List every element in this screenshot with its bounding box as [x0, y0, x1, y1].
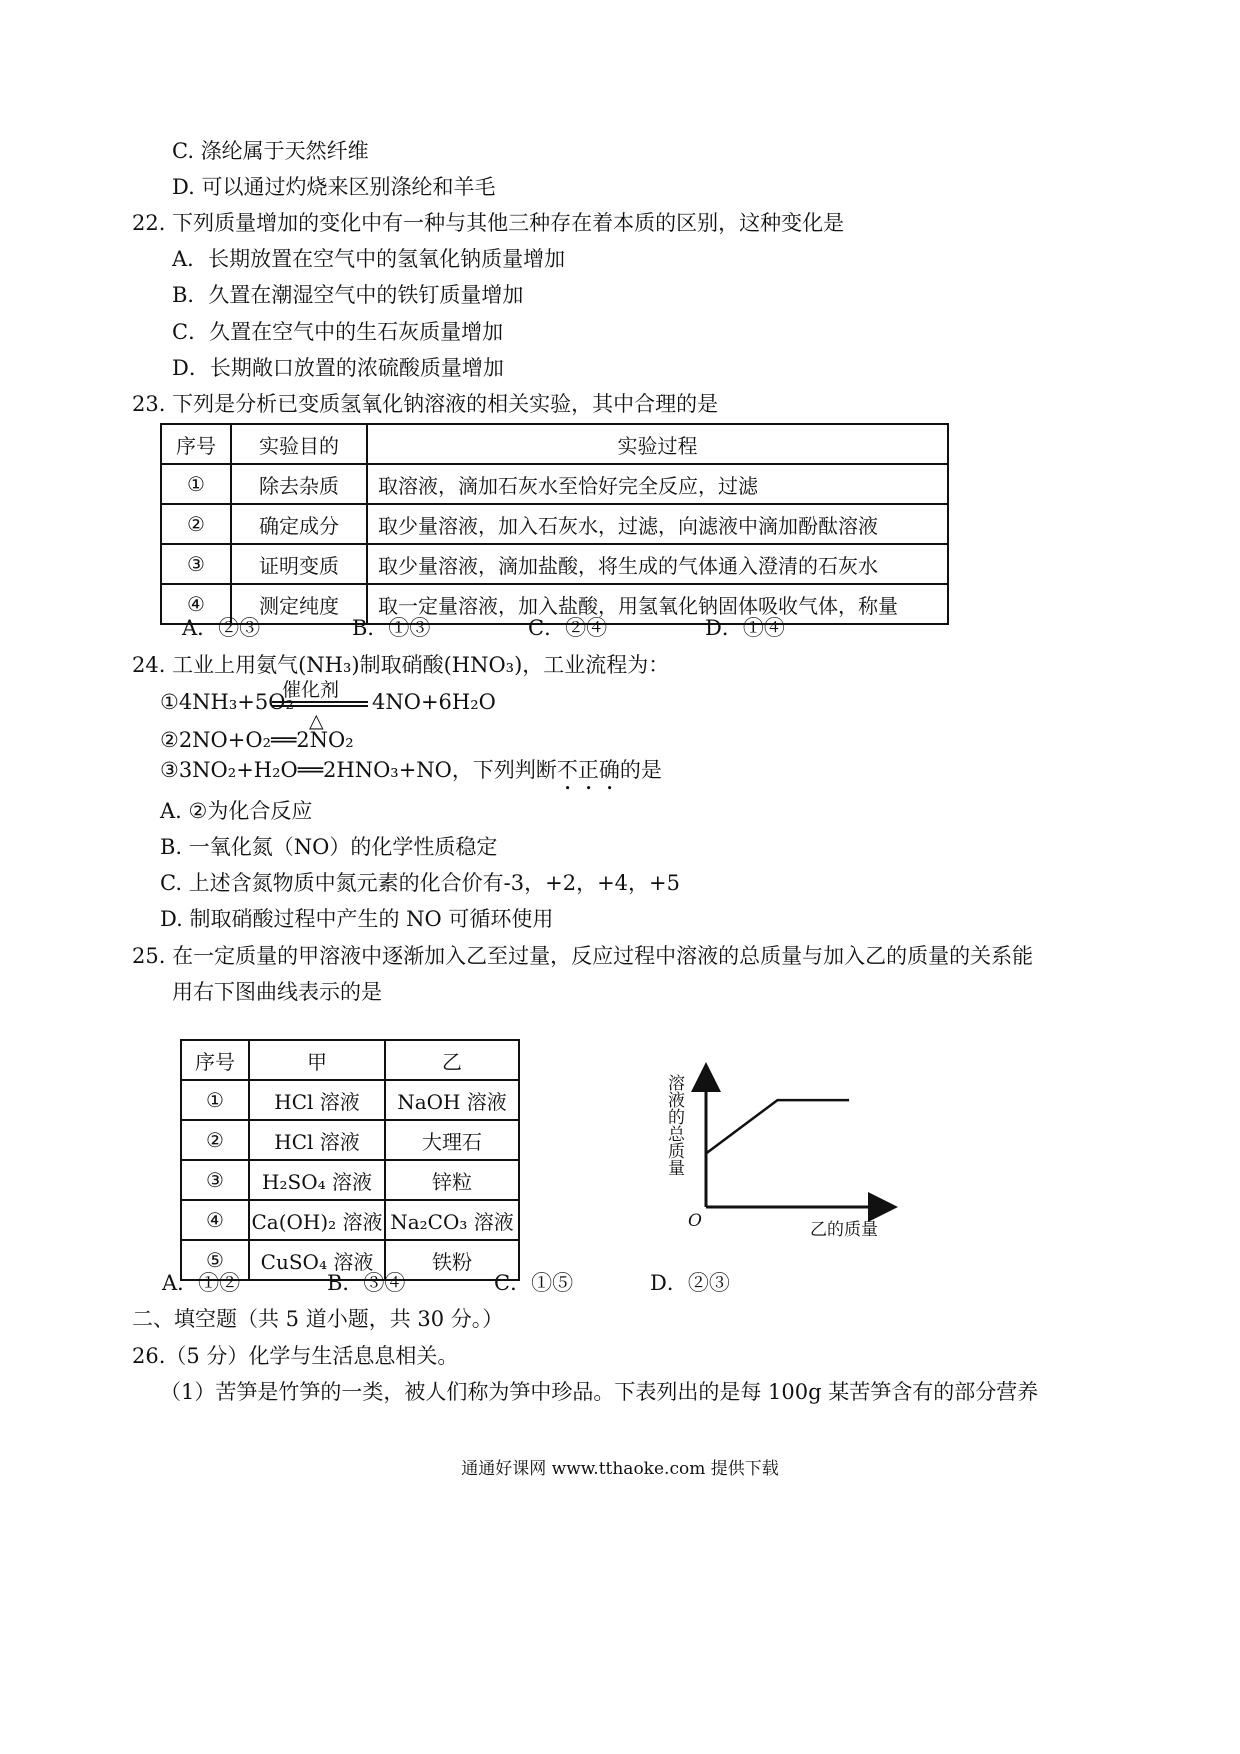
table-header-cell: 序号: [181, 1040, 249, 1080]
table-cell: 确定成分: [231, 504, 367, 544]
table-header-cell: 乙: [385, 1040, 519, 1080]
table-header-cell: 实验目的: [231, 424, 367, 464]
q25-stem-line1: 25. 在一定质量的甲溶液中逐渐加入乙至过量，反应过程中溶液的总质量与加入乙的质量的关系能: [132, 944, 1034, 968]
eq1-catalyst-label: 催化剂: [282, 679, 340, 701]
q23-option-d: D．①④: [705, 616, 785, 640]
q25-stem-line2: 用右下图曲线表示的是: [172, 980, 382, 1004]
eq3-emphasis: 不正确: [556, 758, 620, 782]
q22-stem: 22. 下列质量增加的变化中有一种与其他三种存在着本质的区别，这种变化是: [132, 211, 845, 235]
table-cell: ⑤: [181, 1240, 249, 1280]
table-row: [181, 1120, 519, 1160]
q23-option-b: B．①③: [352, 616, 431, 640]
eq1-right: 4NO+6H₂O: [372, 690, 496, 714]
table-cell: ③: [181, 1160, 249, 1200]
q22-option-a: A．长期放置在空气中的氢氧化钠质量增加: [172, 247, 566, 271]
table-cell: 取溶液，滴加石灰水至恰好完全反应，过滤: [367, 464, 948, 504]
table-row: [181, 1080, 519, 1120]
eq3-post: 的是: [619, 758, 662, 782]
table-row: [161, 504, 948, 544]
q24-option-d: D. 制取硝酸过程中产生的 NO 可循环使用: [160, 907, 554, 931]
table-cell: ③: [161, 544, 231, 584]
table-header-cell: 实验过程: [367, 424, 948, 464]
q25-graph: [660, 1060, 920, 1260]
table-row: [181, 1160, 519, 1200]
table-row: [161, 544, 948, 584]
q23-table: [160, 423, 949, 625]
table-cell: 测定纯度: [231, 584, 367, 624]
q24-option-c: C. 上述含氮物质中氮元素的化合价有-3，+2，+4，+5: [160, 871, 680, 895]
table-cell: 大理石: [385, 1120, 519, 1160]
table-cell: H₂SO₄ 溶液: [249, 1160, 385, 1200]
q21-option-c: C. 涤纶属于天然纤维: [172, 139, 369, 163]
table-cell: HCl 溶液: [249, 1080, 385, 1120]
table-cell: Ca(OH)₂ 溶液: [249, 1200, 385, 1240]
section-2-title: 二、填空题（共 5 道小题，共 30 分。）: [132, 1307, 504, 1331]
eq1-heat-symbol: △: [309, 710, 324, 732]
table-cell: Na₂CO₃ 溶液: [385, 1200, 519, 1240]
q24-stem: 24. 工业上用氨气(NH₃)制取硝酸(HNO₃)，工业流程为：: [132, 653, 670, 677]
q23-stem: 23. 下列是分析已变质氢氧化钠溶液的相关实验，其中合理的是: [132, 392, 719, 416]
q24-equation-3: [160, 756, 662, 795]
table-header-cell: 序号: [161, 424, 231, 464]
q23-option-a: A．②③: [182, 616, 261, 640]
table-cell: 铁粉: [385, 1240, 519, 1280]
table-cell: 证明变质: [231, 544, 367, 584]
origin-label: O: [688, 1211, 702, 1231]
table-cell: 锌粒: [385, 1160, 519, 1200]
table-cell: ④: [161, 584, 231, 624]
series-line: [706, 1100, 849, 1153]
q23-option-c: C．②④: [528, 616, 608, 640]
table-cell: CuSO₄ 溶液: [249, 1240, 385, 1280]
table-cell: NaOH 溶液: [385, 1080, 519, 1120]
table-row: [181, 1200, 519, 1240]
table-cell: ①: [181, 1080, 249, 1120]
eq1-equals-bar: [272, 701, 368, 703]
q22-option-c: C．久置在空气中的生石灰质量增加: [172, 320, 504, 344]
table-cell: 取一定量溶液，加入盐酸，用氢氧化钠固体吸收气体，称量: [367, 584, 948, 624]
q25-option-b: B．③④: [327, 1271, 406, 1295]
eq3-pre: ③3NO₂+H₂O══2HNO₃+NO，下列判断: [160, 758, 557, 782]
q25-table: [180, 1039, 520, 1281]
page-footer: 通通好课网 www.tthaoke.com 提供下载: [461, 1459, 779, 1479]
eq1-left: ①4NH₃+5O₂: [160, 690, 294, 714]
table-cell: 取少量溶液，加入石灰水，过滤，向滤液中滴加酚酞溶液: [367, 504, 948, 544]
q21-option-d: D. 可以通过灼烧来区别涤纶和羊毛: [172, 175, 496, 199]
table-cell: 除去杂质: [231, 464, 367, 504]
table-cell: ②: [181, 1120, 249, 1160]
q25-option-d: D．②③: [650, 1271, 730, 1295]
q25-option-c: C．①⑤: [494, 1271, 574, 1295]
q24-equation-2: ②2NO+O₂══2NO₂: [160, 728, 354, 752]
q22-option-d: D．长期敞口放置的浓硫酸质量增加: [172, 356, 504, 380]
q26-sub1: （1）苦笋是竹笋的一类，被人们称为笋中珍品。下表列出的是每 100g 某苦笋含有的部分营养: [160, 1380, 1039, 1404]
y-axis-label: 溶液的总质量: [664, 1074, 684, 1176]
table-header-row: [161, 424, 948, 464]
table-row: [161, 464, 948, 504]
q24-option-a: A. ②为化合反应: [160, 799, 313, 823]
q22-option-b: B．久置在潮湿空气中的铁钉质量增加: [172, 283, 524, 307]
table-header-row: [181, 1040, 519, 1080]
table-cell: ④: [181, 1200, 249, 1240]
table-header-cell: 甲: [249, 1040, 385, 1080]
table-cell: ①: [161, 464, 231, 504]
q26-stem: 26.（5 分）化学与生活息息相关。: [132, 1344, 459, 1368]
table-cell: 取少量溶液，滴加盐酸，将生成的气体通入澄清的石灰水: [367, 544, 948, 584]
table-cell: HCl 溶液: [249, 1120, 385, 1160]
table-cell: ②: [161, 504, 231, 544]
q25-option-a: A．①②: [162, 1271, 241, 1295]
x-axis-label: 乙的质量: [810, 1220, 878, 1240]
q24-option-b: B. 一氧化氮（NO）的化学性质稳定: [160, 835, 498, 859]
